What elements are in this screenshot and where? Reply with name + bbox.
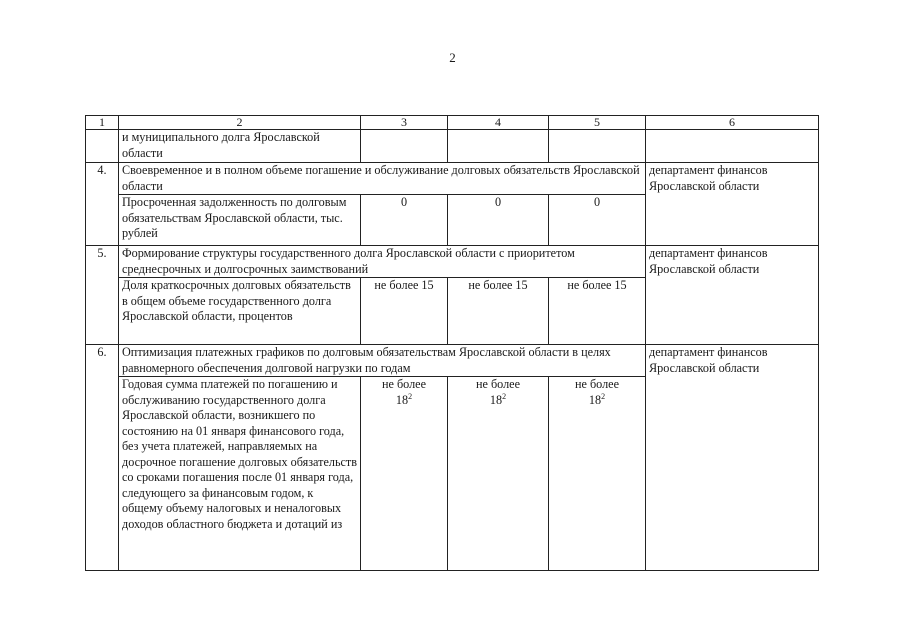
value-4-3: 0 bbox=[549, 195, 646, 246]
header-col-6: 6 bbox=[646, 116, 819, 130]
value-5-1: не более 15 bbox=[361, 278, 448, 345]
value-6-3 bbox=[549, 377, 646, 571]
cell-num-cont bbox=[86, 130, 119, 163]
value-cont-2 bbox=[448, 130, 549, 163]
value-6-1-prefix: не более bbox=[381, 377, 426, 391]
value-4-2: 0 bbox=[448, 195, 549, 246]
value-6-3-footnote: 2 bbox=[601, 391, 606, 401]
row-number-5: 5. bbox=[86, 246, 119, 345]
executor-cont bbox=[646, 130, 819, 163]
value-cont-1 bbox=[361, 130, 448, 163]
header-col-3: 3 bbox=[361, 116, 448, 130]
header-col-2: 2 bbox=[119, 116, 361, 130]
task-6: Оптимизация платежных графиков по долговым обязательствам Ярославской области в целях равномерного обеспечения долговой нагрузки по годам bbox=[119, 345, 646, 377]
row-number-6: 6. bbox=[86, 345, 119, 571]
value-5-2: не более 15 bbox=[448, 278, 549, 345]
header-col-1: 1 bbox=[86, 116, 119, 130]
value-4-1: 0 bbox=[361, 195, 448, 246]
table-row-6-task bbox=[86, 345, 819, 377]
indicator-cont: и муниципального долга Ярославской области bbox=[119, 130, 361, 163]
value-5-3: не более 15 bbox=[549, 278, 646, 345]
header-col-4: 4 bbox=[448, 116, 549, 130]
value-6-2-footnote: 2 bbox=[502, 391, 507, 401]
table-row-continuation bbox=[86, 130, 819, 163]
header-row bbox=[86, 116, 819, 130]
executor-5: департамент финансов Ярославской области bbox=[646, 246, 819, 345]
value-cont-3 bbox=[549, 130, 646, 163]
table-row-4-task bbox=[86, 163, 819, 195]
task-5: Формирование структуры государственного долга Ярославской области с приоритетом среднесрочных и долгосрочных заимствований bbox=[119, 246, 646, 278]
value-6-2 bbox=[448, 377, 549, 571]
indicator-4: Просроченная задолженность по долговым обязательствам Ярославской области, тыс. рублей bbox=[119, 195, 361, 246]
value-6-3-prefix: не более bbox=[574, 377, 619, 391]
task-4: Своевременное и в полном объеме погашение и обслуживание долговых обязательств Ярославской области bbox=[119, 163, 646, 195]
row-number-4: 4. bbox=[86, 163, 119, 246]
value-6-3-number: 18 bbox=[588, 392, 602, 407]
value-6-1-number: 18 bbox=[395, 392, 409, 407]
value-6-2-prefix: не более bbox=[475, 377, 520, 391]
value-6-2-number: 18 bbox=[489, 392, 503, 407]
page-number: 2 bbox=[449, 50, 456, 65]
indicators-table bbox=[85, 115, 819, 571]
value-6-1 bbox=[361, 377, 448, 571]
table-row-5-task bbox=[86, 246, 819, 278]
executor-4: департамент финансов Ярославской области bbox=[646, 163, 819, 246]
indicator-6: Годовая сумма платежей по погашению и обслуживанию государственного долга Ярославской области, возникшего по состоянию на 01 января финансового года, без учета платежей, направляемых на досрочное погашение долговых обязательств со сроками погашения после 01 января года, следующего за финансовым годом, к общему объему налоговых и неналоговых доходов областного бюджета и дотаций из bbox=[119, 377, 361, 571]
header-col-5: 5 bbox=[549, 116, 646, 130]
executor-6: департамент финансов Ярославской области bbox=[646, 345, 819, 571]
indicator-5: Доля краткосрочных долговых обязательств в общем объеме государственного долга Ярославской области, процентов bbox=[119, 278, 361, 345]
value-6-1-footnote: 2 bbox=[408, 391, 413, 401]
